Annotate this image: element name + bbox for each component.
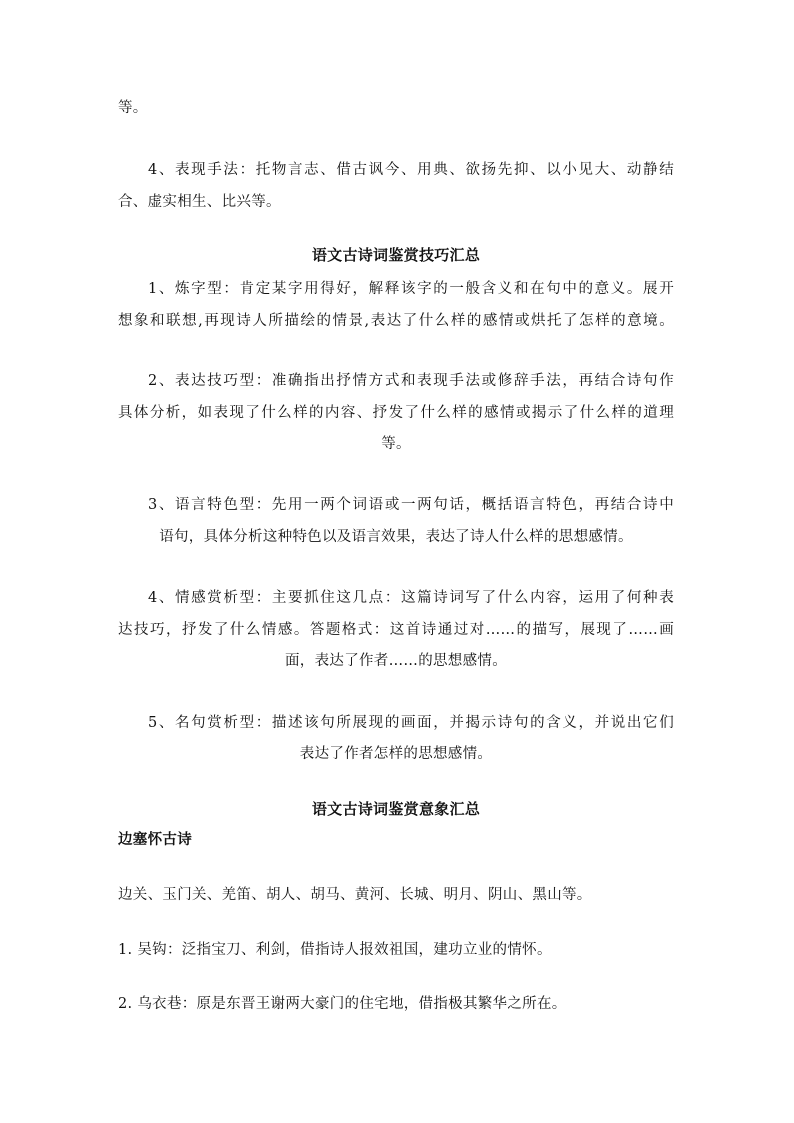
imagery-subheading: 边塞怀古诗: [118, 832, 192, 848]
technique-5-line-1: 5、名句赏析型：描述该句所展现的画面，并揭示诗句的含义，并说出它们: [148, 715, 674, 731]
expression-methods-line-2: 合、虚实相生、比兴等。: [118, 194, 281, 210]
technique-4-line-2: 达技巧，抒发了什么情感。答题格式：这首诗通过对……的描写，展现了……画: [118, 622, 674, 638]
imagery-entry-2: 2. 乌衣巷：原是东晋王谢两大豪门的住宅地，借指极其繁华之所在。: [118, 996, 567, 1012]
imagery-entry-1: 1. 吴钩：泛指宝刀、利剑，借指诗人报效祖国，建功立业的情怀。: [118, 942, 552, 958]
technique-1-line-1: 1、炼字型：肯定某字用得好，解释该字的一般含义和在句中的意义。展开: [148, 281, 674, 297]
technique-2-line-3: 等。: [381, 436, 411, 452]
technique-1-line-2: 想象和联想,再现诗人所描绘的情景,表达了什么样的感情或烘托了怎样的意境。: [118, 313, 674, 329]
technique-3-line-2: 语句，具体分析这种特色以及语言效果，表达了诗人什么样的思想感情。: [159, 529, 633, 545]
technique-3-line-1: 3、语言特色型：先用一两个词语或一两句话，概括语言特色，再结合诗中: [148, 497, 674, 513]
technique-2-line-2: 具体分析，如表现了什么样的内容、抒发了什么样的感情或揭示了什么样的道理: [118, 405, 674, 421]
technique-2-line-1: 2、表达技巧型：准确指出抒情方式和表现手法或修辞手法，再结合诗句作: [148, 373, 674, 389]
techniques-title: 语文古诗词鉴赏技巧汇总: [311, 246, 481, 264]
technique-4-line-1: 4、情感赏析型：主要抓住这几点：这篇诗词写了什么内容，运用了何种表: [148, 590, 674, 606]
imagery-title: 语文古诗词鉴赏意象汇总: [311, 800, 481, 818]
technique-5-line-2: 表达了作者怎样的思想感情。: [299, 746, 493, 762]
technique-4-line-3: 面，表达了作者……的思想感情。: [285, 653, 507, 669]
imagery-list-line: 边关、玉门关、羌笛、胡人、胡马、黄河、长城、明月、阴山、黑山等。: [118, 887, 592, 903]
continuation-line: 等。: [118, 100, 148, 116]
expression-methods-line-1: 4、表现手法：托物言志、借古讽今、用典、欲扬先抑、以小见大、动静结: [148, 162, 674, 178]
